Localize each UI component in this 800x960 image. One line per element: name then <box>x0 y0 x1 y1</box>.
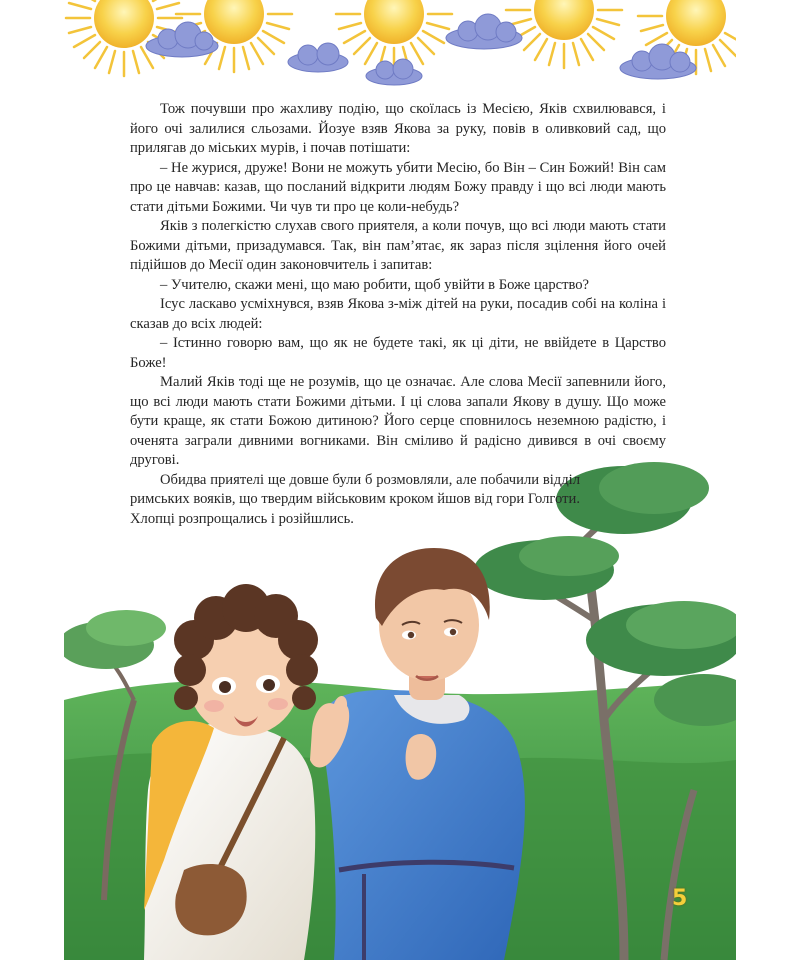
page-number: 5 <box>672 886 688 911</box>
paragraph: Обидва приятелі ще довше були б розмовляли, але побачили відділ римських вояків, що твердим військовим кроком йшов від гори Голготи. Хлопці розпрощались і розійшлись. <box>130 471 580 527</box>
paragraph: Тож почувши про жахливу подію, що скоїлась із Месією, Яків схвилювався, і його очі залилися сльозами. Йозуе взяв Якова за руку, повів в оливковий сад, що прилягав до міських мурів, і почав потішати: <box>130 101 666 156</box>
paragraph: – Учителю, скажи мені, що маю робити, щоб увійти в Боже царство? <box>160 276 590 293</box>
paragraph: Малий Яків тоді ще не розумів, що це означає. Але слова Месії запевнили його, що всі люди мають стати Божими дітьми. І ці слова запали Якову в душу. Що може бути краще, як стати Божою дитиною? Його серце сповнилось неземною радістю, і оченята заграли дивними вогниками. Він сміливо й радісно дивився в очі своєму другові. <box>130 374 666 468</box>
paragraph: Яків з полегкістю слухав свого приятеля, а коли почув, що всі люди мають стати Божими дітьми, призадумався. Так, він пам’ятає, як зараз після зцілення його очей підійшов до Месії один законовчитель і запитав: <box>130 218 666 273</box>
paragraph: – Істинно говорю вам, що як не будете такі, як ці діти, не ввійдете в Царство Боже! <box>130 335 666 371</box>
paragraph: Ісус ласкаво усміхнувся, взяв Якова з-між дітей на руки, посадив собі на коліна і сказав до всіх людей: <box>130 296 666 332</box>
boy-in-blue-robe <box>321 548 525 960</box>
story-text <box>130 100 666 529</box>
paragraph: – Не журися, друже! Вони не можуть убити Месію, бо Він – Син Божий! Він сам про це навчав: казав, що посланий відкрити людям Божу правду і що всі люди мають стати дітьми Божими. Чи чув ти про це коли-небудь? <box>130 159 666 215</box>
